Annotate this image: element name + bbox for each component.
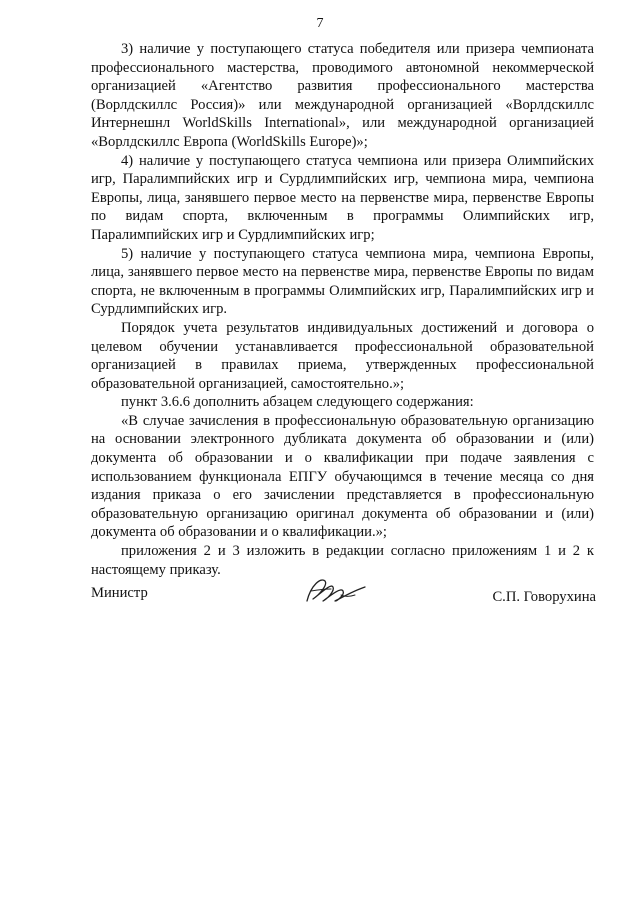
paragraph-procedure: Порядок учета результатов индивидуальных достижений и договора о целевом обучении устанавливается профессиональной образовательной организацией в правилах приема, утвержденных профессиональной образовательной организацией, самостоятельно.»; [91, 319, 594, 392]
paragraph-item-4: 4) наличие у поступающего статуса чемпиона или призера Олимпийских игр, Паралимпийских игр и Сурдлимпийских игр, чемпиона мира, чемпиона Европы, лица, занявшего первое место на первенстве мира, первенстве Европы по видам спорта, включенным в программы Олимпийских игр, Паралимпийских игр и Сурдлимпийских игр; [91, 152, 594, 243]
handwritten-signature [301, 573, 371, 611]
paragraph-item-5: 5) наличие у поступающего статуса чемпиона мира, чемпиона Европы, лица, занявшего первое место на первенстве мира, первенстве Европы по видам спорта, не включенным в программы Олимпийских игр, Паралимпийских игр и Сурдлимпийских игр. [91, 245, 594, 318]
signer-title: Министр [91, 585, 148, 601]
page-number: 7 [316, 16, 324, 31]
paragraph-amendment-intro: пункт 3.6.6 дополнить абзацем следующего содержания: [121, 394, 474, 411]
signature-block [91, 583, 596, 619]
paragraph-item-3: 3) наличие у поступающего статуса победителя или призера чемпионата профессионального мастерства, проводимого автономной некоммерческой организацией «Агентство развития профессионального мастерства (Ворлдскиллс Россия)» или международной организацией «Ворлдскиллс Интернешнл WorldSkills International», или международной организацией «Ворлдскиллс Европа (WorldSkills Europe)»; [91, 41, 594, 150]
document-body [91, 40, 594, 579]
signer-name: С.П. Говорухина [492, 589, 596, 605]
paragraph-amendment-text: «В случае зачисления в профессиональную образовательную организацию на основании электронного дубликата документа об образовании и (или) документа об образовании и о квалификации при подаче заявления с использованием функционала ЕПГУ обучающимся в течение месяца со дня издания приказа о его зачислении представляется в профессиональную образовательную организацию оригинал документа об образовании и (или) документа об образовании и о квалификации.»; [91, 412, 594, 541]
paragraph-appendices: приложения 2 и 3 изложить в редакции согласно приложениям 1 и 2 к настоящему приказу. [91, 543, 594, 578]
